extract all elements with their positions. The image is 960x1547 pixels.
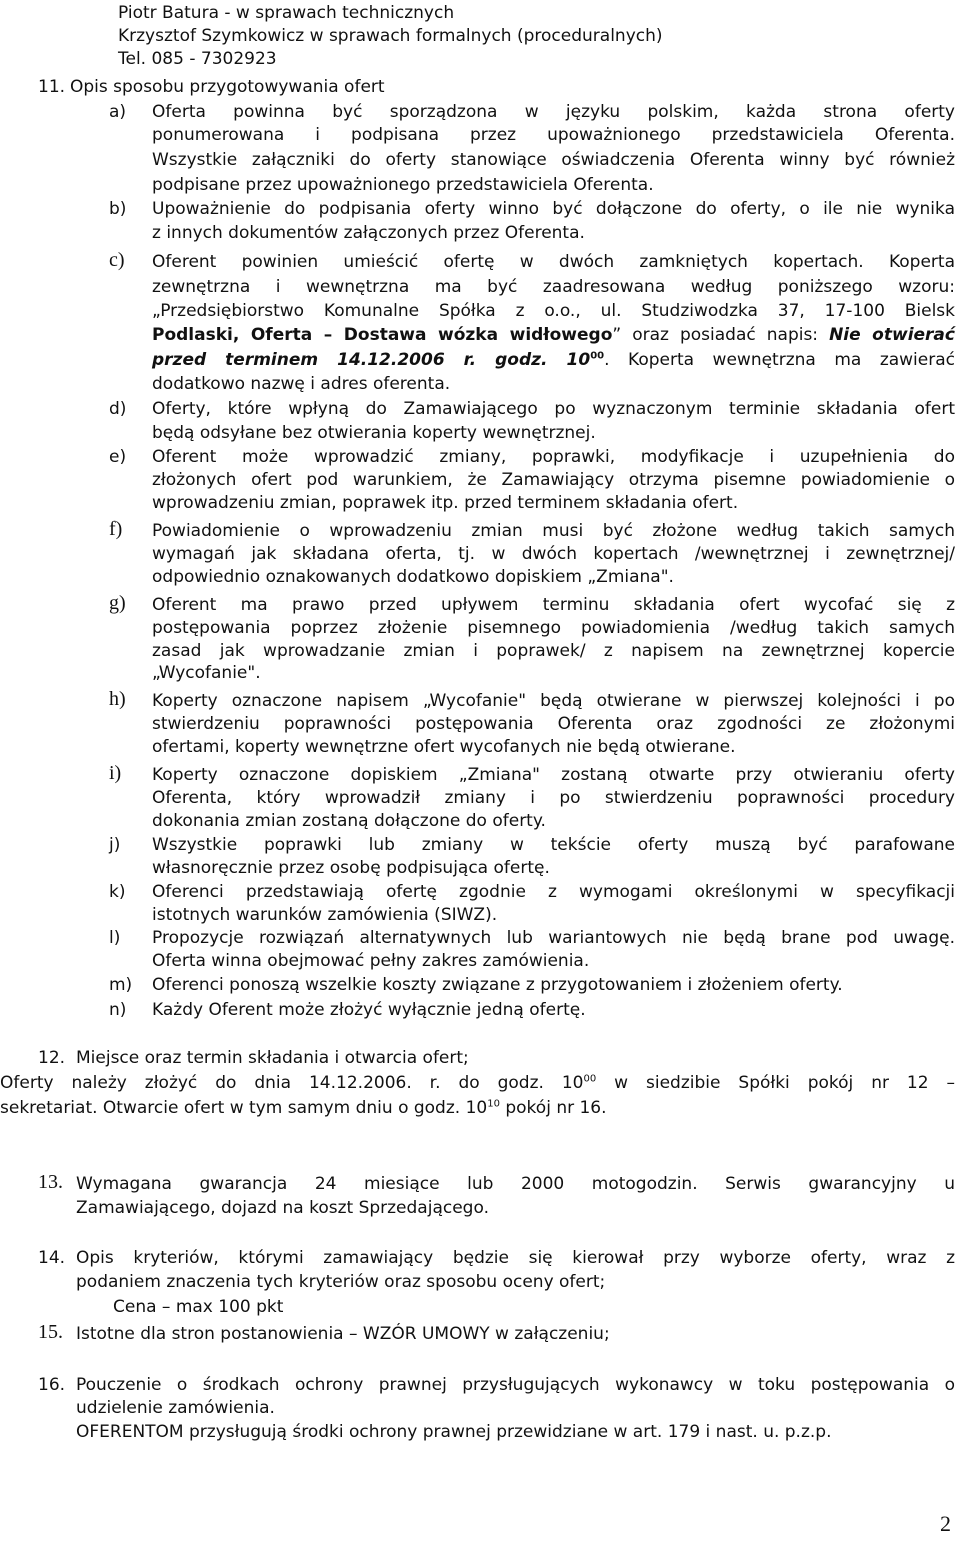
- item-h-line-3: ofertami, koperty wewnętrzne ofert wycofanych nie będą otwierane.: [152, 737, 736, 757]
- section-15-number: 15.: [38, 1321, 63, 1343]
- item-c-line-4: [152, 324, 955, 347]
- item-h-marker: h): [109, 688, 126, 710]
- item-b-line-1: Upoważnienie do podpisania oferty winno być dołączone do oferty, o ile nie wynika: [152, 199, 955, 219]
- item-c-line-3: „Przedsiębiorstwo Komunalne Spółka z o.o., ul. Studziwodzka 37, 17-100 Bielsk: [152, 301, 955, 321]
- section-14-line-2: podaniem znaczenia tych kryteriów oraz sposobu oceny ofert;: [76, 1272, 606, 1292]
- item-k-marker: k): [109, 882, 126, 902]
- item-m-line-1: Oferenci ponoszą wszelkie koszty związane z przygotowaniem i złożeniem oferty.: [152, 975, 843, 995]
- item-k-line-1: Oferenci przedstawiają ofertę zgodnie z wymogami określonymi w specyfikacji: [152, 882, 955, 902]
- section-12-number: 12.: [38, 1048, 66, 1068]
- item-c-line-6: dodatkowo nazwę i adres oferenta.: [152, 374, 451, 394]
- item-m-marker: m): [109, 975, 133, 995]
- item-i-line-2: Oferenta, który wprowadził zmiany i po stwierdzeniu poprawności procedury: [152, 788, 955, 808]
- item-c-line-4-bold: Podlaski, Oferta – Dostawa wózka widłowego: [152, 325, 613, 345]
- section-12-line-2-sup: 10: [487, 1098, 500, 1110]
- section-13-line-1: Wymagana gwarancja 24 miesiące lub 2000 motogodzin. Serwis gwarancyjny u: [76, 1174, 955, 1194]
- header-line-1: Piotr Batura - w sprawach technicznych: [118, 3, 455, 23]
- item-f-line-1: Powiadomienie o wprowadzeniu zmian musi być złożone według takich samych: [152, 521, 955, 541]
- section-12-line-2-b: pokój nr 16.: [499, 1098, 607, 1118]
- section-13-line-2: Zamawiającego, dojazd na koszt Sprzedającego.: [76, 1198, 489, 1218]
- item-g-line-2: postępowania poprzez złożenie pisemnego powiadomienia /według takich samych: [152, 618, 955, 638]
- item-k-line-2: istotnych warunków zamówienia (SIWZ).: [152, 905, 498, 925]
- section-12-line-1-b: w siedzibie Spółki pokój nr 12 –: [596, 1073, 956, 1093]
- item-a-line-4: podpisane przez upoważnionego przedstawiciela Oferenta.: [152, 175, 654, 195]
- item-f-line-3: odpowiednio oznakowanych dodatkowo dopiskiem „Zmiana".: [152, 567, 674, 587]
- item-h-line-1: Koperty oznaczone napisem „Wycofanie" będą otwierane w pierwszej kolejności i po: [152, 691, 955, 711]
- item-j-line-2: własnoręcznie przez osobę podpisująca ofertę.: [152, 858, 550, 878]
- item-l-marker: l): [109, 928, 121, 948]
- section-12-title: Miejsce oraz termin składania i otwarcia ofert;: [76, 1048, 469, 1068]
- item-j-line-1: Wszystkie poprawki lub zmiany w tekście oferty muszą być parafowane: [152, 835, 955, 855]
- item-c-line-5: [152, 349, 955, 372]
- item-e-line-1: Oferent może wprowadzić zmiany, poprawki, modyfikacje i uzupełnienia do: [152, 447, 955, 467]
- page-number: 2: [940, 1511, 951, 1536]
- item-a-marker: a): [109, 102, 127, 122]
- item-c-line-2: zewnętrzna i wewnętrzna ma być zaadresowana według poniższego wzoru:: [152, 277, 955, 297]
- item-g-line-3: zasad jak wprowadzanie zmian i poprawek/ z napisem na zewnętrznej kopercie: [152, 641, 955, 661]
- item-f-line-2: wymagań jak składana oferta, tj. w dwóch kopertach /wewnętrznej i zewnętrznej/: [152, 544, 955, 564]
- item-a-line-2: ponumerowana i podpisana przez upoważnionego przedstawiciela Oferenta.: [152, 125, 955, 145]
- section-14-number: 14.: [38, 1248, 66, 1268]
- item-l-line-1: Propozycje rozwiązań alternatywnych lub wariantowych nie będą brane pod uwagę.: [152, 928, 955, 948]
- item-e-line-3: wprowadzeniu zmian, poprawek itp. przed terminem składania ofert.: [152, 493, 739, 513]
- item-f-marker: f): [109, 518, 123, 540]
- section-16-line-1: Pouczenie o środkach ochrony prawnej przysługujących wykonawcy w toku postępowania o: [76, 1375, 955, 1395]
- item-b-marker: b): [109, 199, 127, 219]
- item-n-line-1: Każdy Oferent może złożyć wyłącznie jedną ofertę.: [152, 1000, 586, 1020]
- section-15-text: Istotne dla stron postanowienia – WZÓR UMOWY w załączeniu;: [76, 1324, 610, 1344]
- section-14-line-1: Opis kryteriów, którymi zamawiający będzie się kierował przy wyborze oferty, wraz z: [76, 1248, 955, 1268]
- item-c-line-5-sup: 00: [590, 350, 605, 362]
- item-i-line-1: Koperty oznaczone dopiskiem „Zmiana" zostaną otwarte przy otwieraniu oferty: [152, 765, 955, 785]
- item-g-line-4: „Wycofanie".: [152, 663, 261, 683]
- section-16-number: 16.: [38, 1375, 66, 1395]
- item-b-line-2: z innych dokumentów załączonych przez Oferenta.: [152, 223, 585, 243]
- item-c-line-4-italic: Nie otwierać: [829, 325, 955, 345]
- item-i-marker: i): [109, 762, 122, 784]
- item-n-marker: n): [109, 1000, 127, 1020]
- item-a-line-3: Wszystkie załączniki do oferty stanowiące oświadczenia Oferenta winny być również: [152, 150, 955, 170]
- item-a-line-1: Oferta powinna być sporządzona w języku polskim, każda strona oferty: [152, 102, 955, 122]
- item-g-line-1: Oferent ma prawo przed upływem terminu składania ofert wycofać się z: [152, 595, 955, 615]
- item-c-line-4-text: ” oraz posiadać napis:: [612, 325, 830, 345]
- item-c-marker: c): [109, 249, 125, 271]
- item-d-line-1: Oferty, które wpłyną do Zamawiającego po wyznaczonym terminie składania ofert: [152, 399, 955, 419]
- item-l-line-2: Oferta winna obejmować pełny zakres zamówienia.: [152, 951, 590, 971]
- item-c-line-1: Oferent powinien umieścić ofertę w dwóch zamkniętych kopertach. Koperta: [152, 252, 955, 272]
- section-12-line-1: [0, 1072, 955, 1095]
- section-13-number: 13.: [38, 1171, 63, 1193]
- section-11-title: Opis sposobu przygotowywania ofert: [70, 77, 385, 97]
- item-c-line-5-text: . Koperta wewnętrzna ma zawierać: [604, 350, 955, 370]
- item-i-line-3: dokonania zmian zostaną dołączone do oferty.: [152, 811, 546, 831]
- item-d-marker: d): [109, 399, 127, 419]
- section-16-line-2: udzielenie zamówienia.: [76, 1398, 275, 1418]
- item-j-marker: j): [109, 835, 121, 855]
- section-16-line-3: OFERENTOM przysługują środki ochrony prawnej przewidziane w art. 179 i nast. u. p.z.p.: [76, 1422, 832, 1442]
- header-line-2: Krzysztof Szymkowicz w sprawach formalnych (proceduralnych): [118, 26, 663, 46]
- section-12-line-1-sup: 00: [583, 1073, 597, 1085]
- item-e-marker: e): [109, 447, 127, 467]
- item-d-line-2: będą odsyłane bez otwierania koperty wewnętrznej.: [152, 423, 596, 443]
- section-12-line-1-a: Oferty należy złożyć do dnia 14.12.2006. r. do godz. 10: [0, 1073, 584, 1093]
- item-c-line-5-italic: przed terminem 14.12.2006 r. godz. 10: [152, 350, 591, 370]
- section-12-line-2: [0, 1097, 607, 1120]
- item-e-line-2: złożonych ofert pod warunkiem, że Zamawiający otrzyma pisemne powiadomienie o: [152, 470, 955, 490]
- section-14-line-3: Cena – max 100 pkt: [113, 1297, 284, 1317]
- section-11-number: 11.: [38, 77, 66, 97]
- item-h-line-2: stwierdzeniu poprawności postępowania Oferenta oraz zgodności ze złożonymi: [152, 714, 955, 734]
- section-12-line-2-a: sekretariat. Otwarcie ofert w tym samym dniu o godz. 10: [0, 1098, 488, 1118]
- header-line-3: Tel. 085 - 7302923: [118, 49, 277, 69]
- item-g-marker: g): [109, 592, 126, 614]
